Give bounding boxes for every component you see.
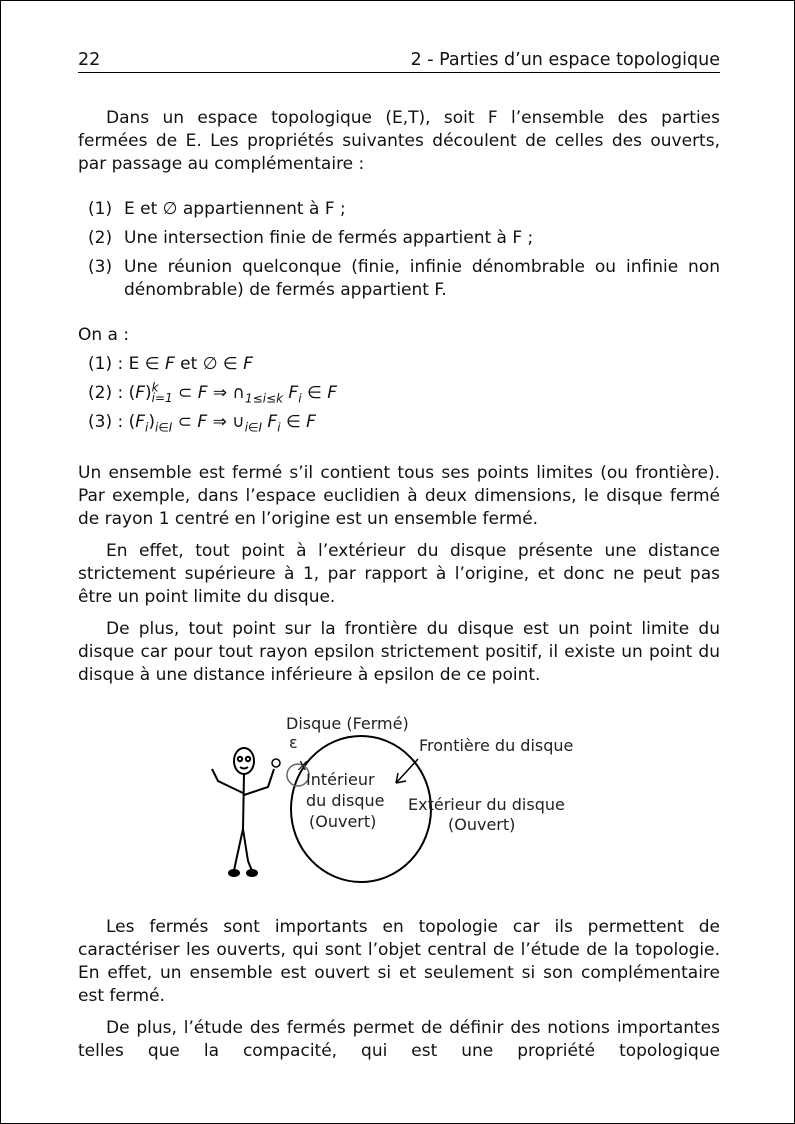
epsilon-label: ε: [289, 733, 298, 752]
formula-block: [88, 353, 720, 434]
body-paragraph: Un ensemble est fermé s’il contient tous ses points limites (ou frontière). Par exemple, dans l’espace euclidien à deux dimensions, le disque fermé de rayon 1 centré en l’origine est un ensemble fermé.: [78, 463, 720, 529]
page-number: 22: [78, 50, 101, 70]
body-paragraph: De plus, tout point sur la frontière du disque est un point limite du disque car pour tout rayon epsilon strictement positif, il existe un point du disque à une distance inférieure à epsilon de ce point.: [78, 619, 720, 685]
item-number: (3): [88, 257, 113, 277]
item-text: Une intersection finie de fermés appartient à F ;: [124, 228, 534, 248]
formula-2: (2) : $(F)^k_{i=1}$ ⊂ F ⇒ $\cap_{1\le i\le k}$ $F_i$ ∈ F: [88, 380, 337, 406]
stick-figure-icon: [212, 748, 280, 876]
disk-illustration: [78, 711, 720, 886]
intro-paragraph: Dans un espace topologique (E,T), soit F l’ensemble des parties fermées de E. Les propriétés suivantes découlent de celles des ouverts, par passage au complémentaire :: [78, 108, 720, 174]
item-text: Une réunion quelconque (finie, infinie dénombrable ou infinie non dénombrable) de fermés appartient F.: [124, 257, 720, 300]
list-item: [88, 256, 720, 302]
on-a-label: On a :: [78, 325, 130, 345]
body-paragraph: Les fermés sont importants en topologie car ils permettent de caractériser les ouverts, qui sont l’objet central de l’étude de la topologie. En effet, un ensemble est ouvert si et seulement si son complémentaire est fermé.: [78, 917, 720, 1006]
formula-1: (1) : E ∈ F et ∅ ∈ F: [88, 354, 253, 374]
page-header: [78, 48, 720, 73]
boundary-label: Frontière du disque: [419, 736, 574, 755]
disk-figure: [78, 711, 720, 886]
list-item: [88, 198, 720, 221]
interior-label-1: Intérieur: [306, 770, 375, 789]
exterior-label-1: Extérieur du disque: [408, 795, 565, 814]
list-item: [88, 227, 720, 250]
page-content: [78, 107, 720, 1063]
interior-label-2: du disque: [306, 791, 385, 810]
body-paragraph: En effet, tout point à l’extérieur du disque présente une distance strictement supérieure à 1, par rapport à l’origine, et donc ne peut pas être un point limite du disque.: [78, 541, 720, 607]
formula-3: (3) : $(F_i)_{i\in I}$ ⊂ F ⇒ $\cup_{i\in I}$ $F_i$ ∈ F: [88, 412, 316, 435]
point-label: x: [298, 755, 308, 774]
interior-label-3: (Ouvert): [309, 812, 377, 831]
body-paragraph: De plus, l’étude des fermés permet de définir des notions importantes telles que la compacité, qui est une propriété topologique: [78, 1018, 720, 1061]
chapter-title: 2 - Parties d’un espace topologique: [410, 50, 720, 70]
properties-list: [88, 198, 720, 302]
exterior-label-2: (Ouvert): [448, 815, 516, 834]
item-text: E et ∅ appartiennent à F ;: [124, 199, 346, 219]
item-number: (1): [88, 199, 113, 219]
disk-label: Disque (Fermé): [286, 714, 409, 733]
item-number: (2): [88, 228, 113, 248]
